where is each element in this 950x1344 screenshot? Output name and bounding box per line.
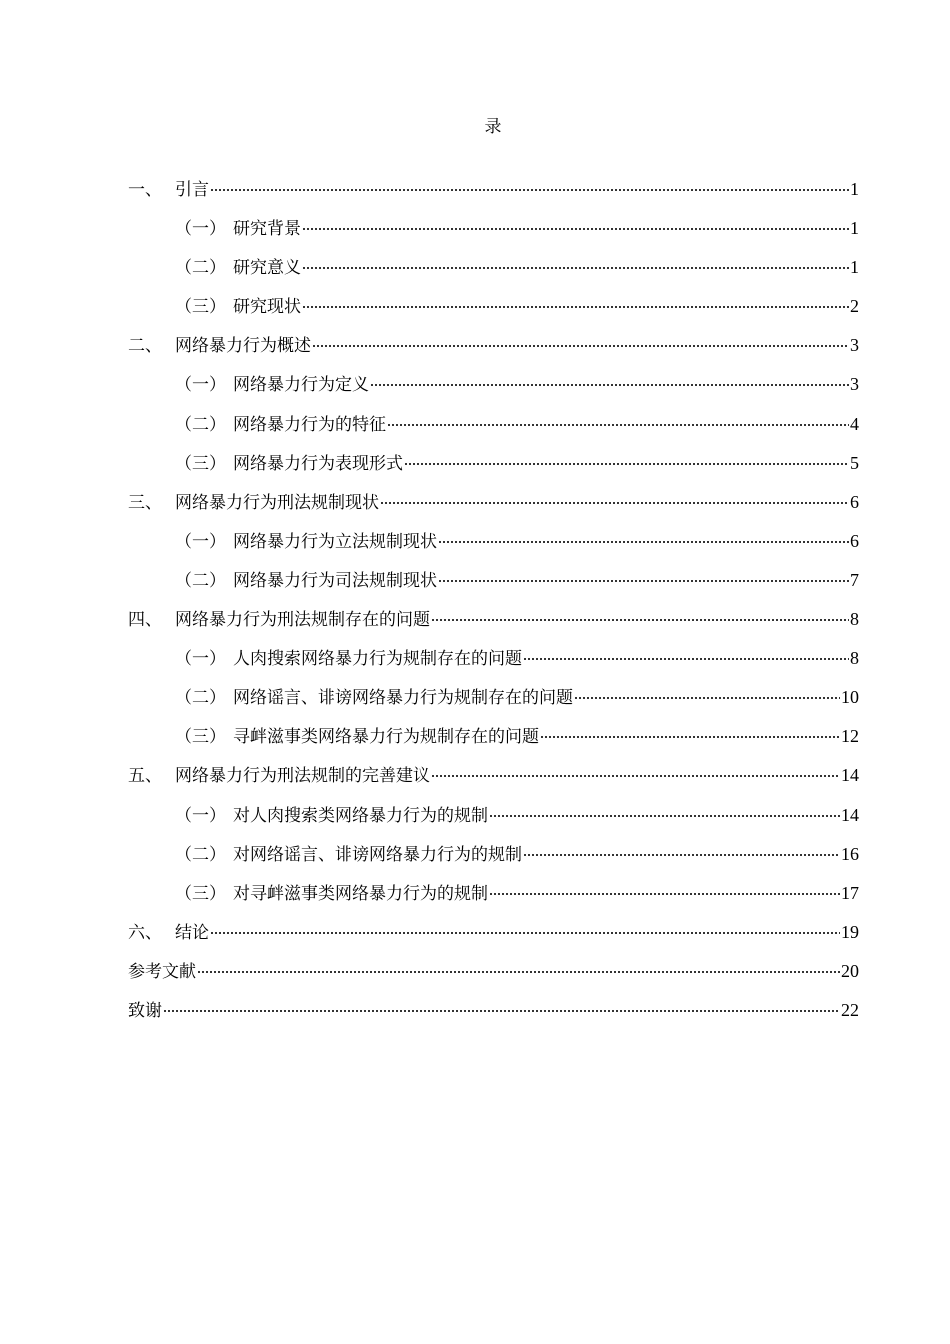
toc-entry-page-number: 4 bbox=[850, 413, 859, 434]
toc-entry[interactable] bbox=[128, 874, 859, 913]
toc-entry[interactable] bbox=[128, 952, 859, 991]
toc-dot-leader bbox=[197, 971, 840, 973]
toc-entry-page-number: 19 bbox=[841, 921, 859, 942]
toc-entry[interactable] bbox=[128, 913, 859, 952]
toc-entry-page-number: 1 bbox=[850, 257, 859, 278]
toc-entry-label: 对网络谣言、诽谤网络暴力行为的规制 bbox=[233, 844, 522, 865]
toc-entry[interactable] bbox=[128, 483, 859, 522]
toc-entry-label: 网络暴力行为表现形式 bbox=[233, 453, 403, 474]
toc-entry-number: （一） bbox=[175, 219, 226, 240]
toc-entry[interactable] bbox=[128, 444, 859, 483]
toc-entry-label: 人肉搜索网络暴力行为规制存在的问题 bbox=[233, 649, 522, 670]
toc-dot-leader bbox=[489, 815, 840, 817]
toc-entry-label: 研究意义 bbox=[233, 258, 301, 279]
toc-entry[interactable] bbox=[128, 678, 859, 717]
toc-entry-number: 五、 bbox=[128, 766, 162, 787]
toc-entry-page-number: 17 bbox=[841, 882, 859, 903]
toc-title: 录 bbox=[484, 117, 502, 137]
toc-entry-number: 四、 bbox=[128, 610, 162, 631]
toc-entry-page-number: 7 bbox=[850, 569, 859, 590]
toc-entry[interactable] bbox=[128, 561, 859, 600]
toc-entry-label: 对寻衅滋事类网络暴力行为的规制 bbox=[233, 883, 488, 904]
toc-dot-leader bbox=[163, 1010, 840, 1012]
toc-entry-page-number: 1 bbox=[850, 218, 859, 239]
toc-entry-number: （二） bbox=[175, 688, 226, 709]
toc-dot-leader bbox=[489, 893, 840, 895]
toc-entry-label: 结论 bbox=[175, 922, 209, 943]
toc-dot-leader bbox=[438, 580, 849, 582]
toc-entry-label: 研究背景 bbox=[233, 219, 301, 240]
toc-entry[interactable] bbox=[128, 365, 859, 404]
toc-entry[interactable] bbox=[128, 405, 859, 444]
toc-dot-leader bbox=[387, 424, 849, 426]
toc-entry-page-number: 16 bbox=[841, 843, 859, 864]
toc-entry-page-number: 10 bbox=[841, 687, 859, 708]
toc-entry-number: （一） bbox=[175, 649, 226, 670]
toc-dot-leader bbox=[404, 463, 849, 465]
toc-entry-page-number: 6 bbox=[850, 491, 859, 512]
toc-entry-page-number: 8 bbox=[850, 648, 859, 669]
toc-entry-label: 网络暴力行为刑法规制现状 bbox=[175, 492, 379, 513]
toc-dot-leader bbox=[431, 619, 849, 621]
toc-entry-page-number: 5 bbox=[850, 452, 859, 473]
toc-dot-leader bbox=[574, 697, 840, 699]
toc-entry-label: 网络暴力行为立法规制现状 bbox=[233, 531, 437, 552]
toc-entry-number: （三） bbox=[175, 727, 226, 748]
toc-dot-leader bbox=[523, 658, 849, 660]
toc-entry-label: 网络暴力行为的特征 bbox=[233, 414, 386, 435]
toc-entry-page-number: 3 bbox=[850, 335, 859, 356]
toc-entry-number: （一） bbox=[175, 805, 226, 826]
toc-entry-number: （三） bbox=[175, 883, 226, 904]
toc-dot-leader bbox=[431, 775, 840, 777]
toc-dot-leader bbox=[523, 854, 840, 856]
toc-entry-number: 二、 bbox=[128, 336, 162, 357]
toc-entry-number: （二） bbox=[175, 844, 226, 865]
toc-entry-label: 网络暴力行为定义 bbox=[233, 375, 369, 396]
toc-entry-page-number: 20 bbox=[841, 960, 859, 981]
toc-entry-number: 三、 bbox=[128, 492, 162, 513]
toc-entry-label: 网络暴力行为司法规制现状 bbox=[233, 570, 437, 591]
toc-entry-page-number: 8 bbox=[850, 609, 859, 630]
toc-entry-label: 致谢 bbox=[128, 1000, 162, 1021]
toc-entry[interactable] bbox=[128, 326, 859, 365]
toc-dot-leader bbox=[312, 345, 849, 347]
toc-entry[interactable] bbox=[128, 991, 859, 1030]
toc-entry-label: 研究现状 bbox=[233, 297, 301, 318]
toc-entry-label: 网络暴力行为概述 bbox=[175, 336, 311, 357]
toc-dot-leader bbox=[302, 267, 849, 269]
toc-entry-page-number: 2 bbox=[850, 296, 859, 317]
toc-dot-leader bbox=[380, 502, 849, 504]
toc-entry-number: （二） bbox=[175, 414, 226, 435]
toc-entry-number: （一） bbox=[175, 375, 226, 396]
toc-entry[interactable] bbox=[128, 796, 859, 835]
toc-entry[interactable] bbox=[128, 835, 859, 874]
toc-entry-page-number: 22 bbox=[841, 999, 859, 1020]
toc-dot-leader bbox=[210, 189, 849, 191]
toc-entry-number: （二） bbox=[175, 258, 226, 279]
toc-dot-leader bbox=[302, 306, 849, 308]
toc-entry-page-number: 3 bbox=[850, 374, 859, 395]
toc-entry-number: 一、 bbox=[128, 180, 162, 200]
toc-entry-label: 网络暴力行为刑法规制的完善建议 bbox=[175, 766, 430, 787]
toc-entry-number: （二） bbox=[175, 570, 226, 591]
toc-dot-leader bbox=[210, 932, 840, 934]
toc-entry-page-number: 12 bbox=[841, 726, 859, 747]
toc-entry-number: （一） bbox=[175, 531, 226, 552]
toc-entry[interactable] bbox=[128, 522, 859, 561]
toc-entry[interactable] bbox=[128, 248, 859, 287]
toc-entry[interactable] bbox=[128, 600, 859, 639]
toc-entry-number: 六、 bbox=[128, 922, 162, 943]
toc-entry[interactable] bbox=[128, 639, 859, 678]
toc-dot-leader bbox=[438, 541, 849, 543]
toc-entry-label: 网络暴力行为刑法规制存在的问题 bbox=[175, 610, 430, 631]
toc-dot-leader bbox=[370, 384, 849, 386]
toc-entry-label: 引言 bbox=[175, 180, 209, 200]
toc-entry-label: 对人肉搜索类网络暴力行为的规制 bbox=[233, 805, 488, 826]
toc-entry[interactable] bbox=[128, 209, 859, 248]
toc-entry-label: 寻衅滋事类网络暴力行为规制存在的问题 bbox=[233, 727, 539, 748]
toc-entry-number: （三） bbox=[175, 297, 226, 318]
table-of-contents bbox=[128, 170, 859, 1030]
toc-dot-leader bbox=[540, 736, 840, 738]
toc-entry-number: （三） bbox=[175, 453, 226, 474]
toc-entry-page-number: 14 bbox=[841, 804, 859, 825]
toc-entry[interactable] bbox=[128, 717, 859, 756]
toc-entry-page-number: 1 bbox=[850, 179, 859, 199]
toc-entry[interactable] bbox=[128, 287, 859, 326]
toc-entry-label: 参考文献 bbox=[128, 961, 196, 982]
toc-entry-page-number: 14 bbox=[841, 765, 859, 786]
toc-entry-label: 网络谣言、诽谤网络暴力行为规制存在的问题 bbox=[233, 688, 573, 709]
toc-entry-page-number: 6 bbox=[850, 530, 859, 551]
toc-dot-leader bbox=[302, 228, 849, 230]
toc-entry[interactable] bbox=[128, 756, 859, 795]
toc-entry[interactable] bbox=[128, 170, 859, 209]
